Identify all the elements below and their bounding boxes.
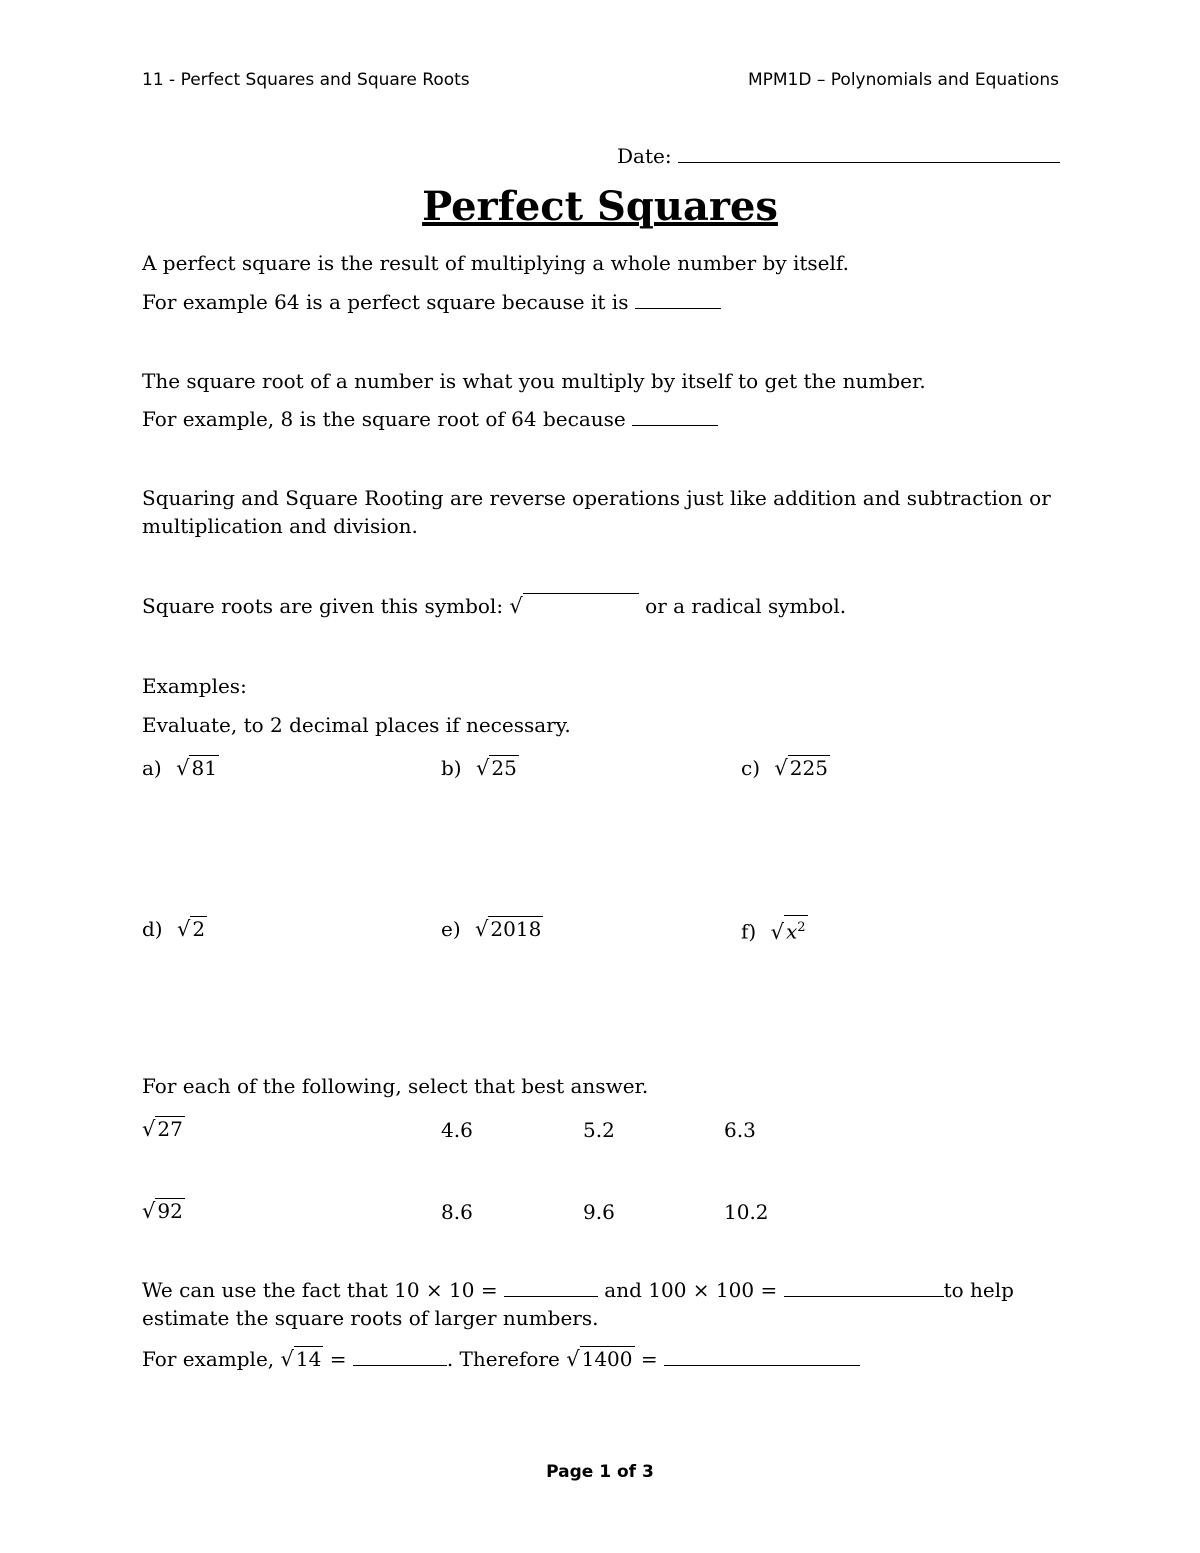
mc-option[interactable]: 6.3	[724, 1118, 756, 1142]
example-radical	[476, 755, 519, 780]
example-e	[441, 915, 543, 943]
example-radicand: 2	[192, 917, 206, 941]
example-label: c)	[741, 756, 761, 780]
page-title: Perfect Squares	[422, 183, 778, 230]
examples-heading: Examples:	[142, 674, 247, 698]
radical-empty-bar	[523, 593, 639, 618]
estimation-text-a: For example,	[142, 1347, 275, 1371]
example-d	[142, 915, 207, 943]
radical-sign-icon: √	[142, 1117, 156, 1141]
example-label: f)	[741, 919, 757, 944]
mc-radicand: 92	[157, 1199, 183, 1223]
perfect-square-example-text: For example 64 is a perfect square because it is	[142, 290, 629, 314]
mc-option[interactable]: 5.2	[583, 1118, 615, 1142]
radical-sign-icon: √	[475, 756, 490, 780]
estimation-text-c: to help	[943, 1278, 1014, 1302]
blank-10x10[interactable]	[504, 1276, 598, 1297]
example-radical	[771, 915, 808, 944]
example-label: b)	[441, 756, 462, 780]
estimation-line1	[142, 1276, 1014, 1304]
radical-sign-icon: √	[475, 917, 489, 941]
example-label: d)	[142, 917, 163, 941]
square-root-example	[142, 405, 718, 433]
estimation-radical-14	[281, 1346, 324, 1371]
date-blank[interactable]	[678, 142, 1060, 163]
blank-100x100[interactable]	[784, 1276, 944, 1297]
reverse-ops-line2: multiplication and division.	[142, 514, 418, 538]
estimation-text-a: We can use the fact that 10 × 10 =	[142, 1278, 498, 1302]
example-radical	[475, 916, 543, 941]
perfect-square-example	[142, 288, 721, 316]
radical-sign-icon: √	[176, 917, 191, 941]
symbol-text-after: or a radical symbol.	[645, 594, 847, 618]
example-label: e)	[441, 917, 461, 941]
estimation-text-b: . Therefore	[446, 1347, 560, 1371]
radical-sign-icon: √	[774, 756, 788, 780]
estimation-line3	[142, 1345, 860, 1373]
example-radicand: 2018	[490, 917, 542, 941]
radical-sign-icon: √	[176, 756, 190, 780]
estimation-text-b: and 100 × 100 =	[604, 1278, 778, 1302]
example-radicand: 225	[789, 756, 828, 780]
date-label: Date:	[617, 144, 672, 168]
example-a	[142, 754, 219, 782]
example-radical	[177, 916, 207, 941]
example-f	[741, 915, 808, 946]
blank-sqrt-14[interactable]	[353, 1345, 447, 1366]
estimation-radical-1400	[566, 1346, 634, 1371]
square-root-blank[interactable]	[632, 405, 718, 426]
mc-radical	[142, 1198, 185, 1223]
header-right: MPM1D – Polynomials and Equations	[747, 70, 1059, 90]
radical-sign-icon: √	[770, 919, 784, 944]
mc-question-2	[142, 1197, 185, 1225]
reverse-ops-line1: Squaring and Square Rooting are reverse operations just like addition and subtraction or	[142, 486, 1051, 510]
radical-sign-icon: √	[509, 594, 523, 618]
example-b	[441, 754, 519, 782]
examples-instruction: Evaluate, to 2 decimal places if necessary.	[142, 713, 571, 737]
mc-option[interactable]: 9.6	[583, 1200, 615, 1224]
mc-instruction: For each of the following, select that best answer.	[142, 1074, 649, 1098]
radicand-14: 14	[295, 1347, 322, 1371]
radical-sign-icon: √	[280, 1347, 294, 1371]
mc-option[interactable]: 8.6	[441, 1200, 473, 1224]
example-c	[741, 754, 830, 782]
square-root-definition: The square root of a number is what you multiply by itself to get the number.	[142, 369, 926, 393]
equals-sign: =	[640, 1347, 658, 1371]
radicand-variable: x	[785, 919, 798, 944]
header-left: 11 - Perfect Squares and Square Roots	[142, 70, 470, 90]
example-radicand: 81	[191, 756, 217, 780]
square-root-example-text: For example, 8 is the square root of 64 because	[142, 407, 626, 431]
perfect-square-definition: A perfect square is the result of multiplying a whole number by itself.	[142, 251, 849, 275]
mc-option[interactable]: 10.2	[724, 1200, 769, 1224]
blank-sqrt-1400[interactable]	[664, 1345, 860, 1366]
radicand-exponent: 2	[797, 920, 806, 935]
example-radicand: 25	[491, 756, 517, 780]
perfect-square-blank[interactable]	[635, 288, 721, 309]
page-number: Page 1 of 3	[546, 1462, 654, 1482]
symbol-line	[142, 592, 846, 620]
symbol-text-before: Square roots are given this symbol:	[142, 594, 504, 618]
radicand-1400: 1400	[581, 1347, 633, 1371]
mc-question-1	[142, 1115, 185, 1143]
example-radicand	[784, 915, 808, 944]
example-radical	[176, 755, 219, 780]
radical-sign-icon: √	[142, 1199, 156, 1223]
example-radical	[774, 755, 830, 780]
estimation-line2: estimate the square roots of larger numbers.	[142, 1306, 599, 1330]
radical-symbol	[509, 593, 638, 618]
mc-radicand: 27	[157, 1117, 183, 1141]
mc-option[interactable]: 4.6	[441, 1118, 473, 1142]
date-line	[617, 142, 1060, 170]
example-label: a)	[142, 756, 162, 780]
radical-sign-icon: √	[566, 1347, 580, 1371]
equals-sign: =	[329, 1347, 347, 1371]
mc-radical	[142, 1116, 185, 1141]
